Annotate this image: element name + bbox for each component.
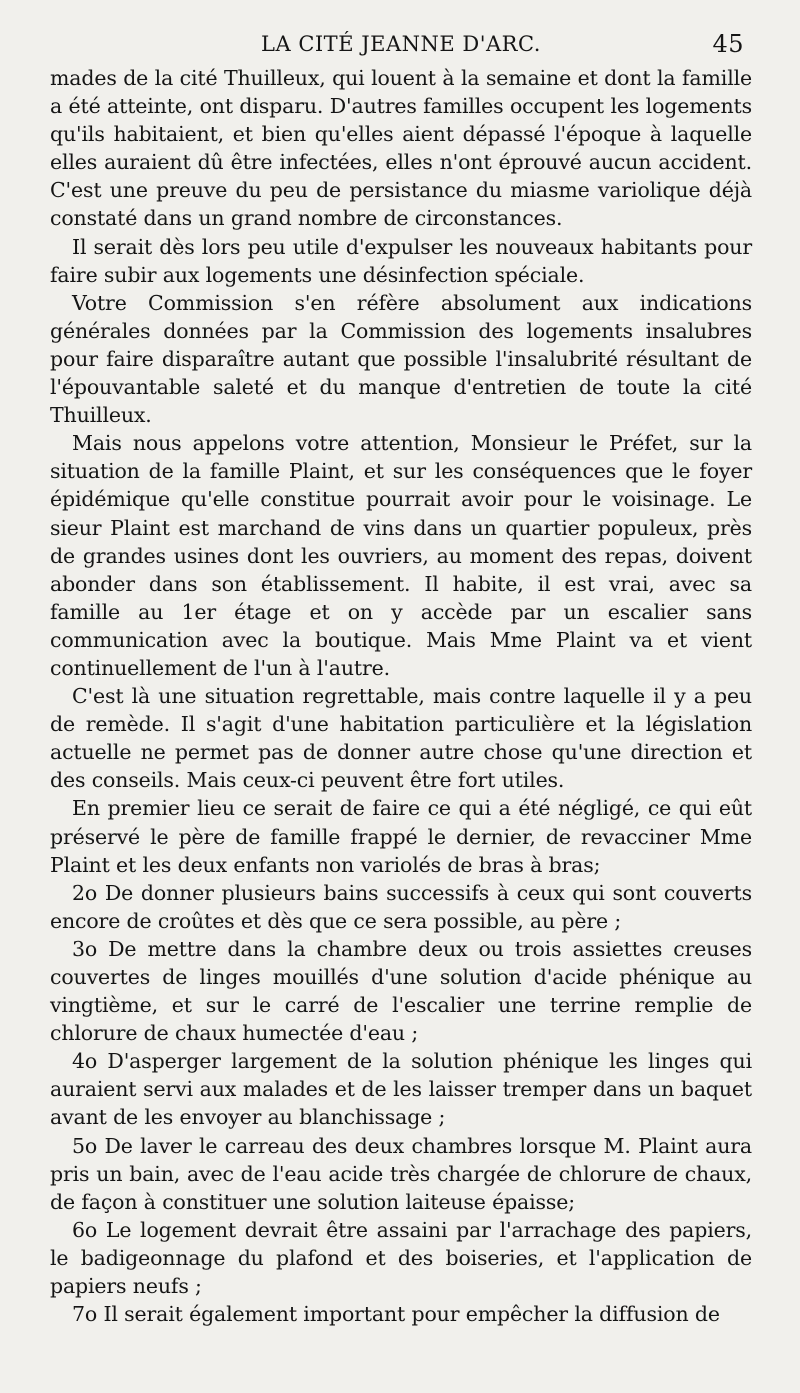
- page-body: [50, 64, 752, 1328]
- list-item-5: 5o De laver le carreau des deux chambres lorsque M. Plaint aura pris un bain, avec de l'eau acide très chargée de chlorure de chaux, de façon à constituer une solution laiteuse épaisse;: [50, 1133, 752, 1214]
- paragraph-6: En premier lieu ce serait de faire ce qui a été négligé, ce qui eût préservé le père de famille frappé le dernier, de revacciner Mme Plaint et les deux enfants non variolés de bras à bras;: [50, 796, 752, 877]
- list-item-2: 2o De donner plusieurs bains successifs à ceux qui sont couverts encore de croûtes et dès que ce sera possible, au père ;: [50, 880, 752, 933]
- page-header: [50, 24, 752, 64]
- list-item-3: 3o De mettre dans la chambre deux ou trois assiettes creuses couvertes de linges mouillés d'une solution d'acide phénique au vingtième, et sur le carré de l'escalier une terrine remplie de chlorure de chaux humectée d'eau ;: [50, 936, 752, 1046]
- paragraph-3: Votre Commission s'en réfère absolument aux indications générales données par la Commission des logements insalubres pour faire disparaître autant que possible l'insalubrité résultant de l'épouvantable saleté et du manque d'entretien de toute la cité Thuilleux.: [50, 290, 752, 428]
- running-title: LA CITÉ JEANNE D'ARC.: [261, 32, 541, 56]
- list-item-4: 4o D'asperger largement de la solution phénique les linges qui auraient servi aux malades et de les laisser tremper dans un baquet avant de les envoyer au blanchissage ;: [50, 1049, 752, 1130]
- page-number: 45: [712, 30, 744, 58]
- paragraph-2: Il serait dès lors peu utile d'expulser les nouveaux habitants pour faire subir aux logements une désinfection spéciale.: [50, 234, 752, 287]
- list-item-7: 7o Il serait également important pour empêcher la diffusion de: [72, 1302, 720, 1327]
- paragraph-1: mades de la cité Thuilleux, qui louent à la semaine et dont la famille a été atteinte, ont disparu. D'autres familles occupent les logements qu'ils habitaient, et bien qu'elles aient dépassé l'époque à laquelle elles auraient dû être infectées, elles n'ont éprouvé aucun accident. C'est une preuve du peu de persistance du miasme variolique déjà constaté dans un grand nombre de circonstances.: [50, 66, 752, 231]
- list-item-6: 6o Le logement devrait être assaini par l'arrachage des papiers, le badigeonnage du plafond et des boiseries, et l'application de papiers neufs ;: [50, 1217, 752, 1299]
- paragraph-5: C'est là une situation regrettable, mais contre laquelle il y a peu de remède. Il s'agit d'une habitation particulière et la législation actuelle ne permet pas de donner autre chose qu'une direction et des conseils. Mais ceux-ci peuvent être fort utiles.: [50, 684, 752, 793]
- paragraph-4: Mais nous appelons votre attention, Monsieur le Préfet, sur la situation de la famille Plaint, et sur les conséquences que le foyer épidémique qu'elle constitue pourrait avoir pour le voisinage. Le sieur Plaint est marchand de vins dans un quartier populeux, près de grandes usines dont les ouvriers, au moment des repas, doivent abonder dans son établissement. Il habite, il est vrai, avec sa famille au 1er étage et on y accède par un escalier sans communication avec la boutique. Mais Mme Plaint va et vient continuellement de l'un à l'autre.: [50, 431, 752, 680]
